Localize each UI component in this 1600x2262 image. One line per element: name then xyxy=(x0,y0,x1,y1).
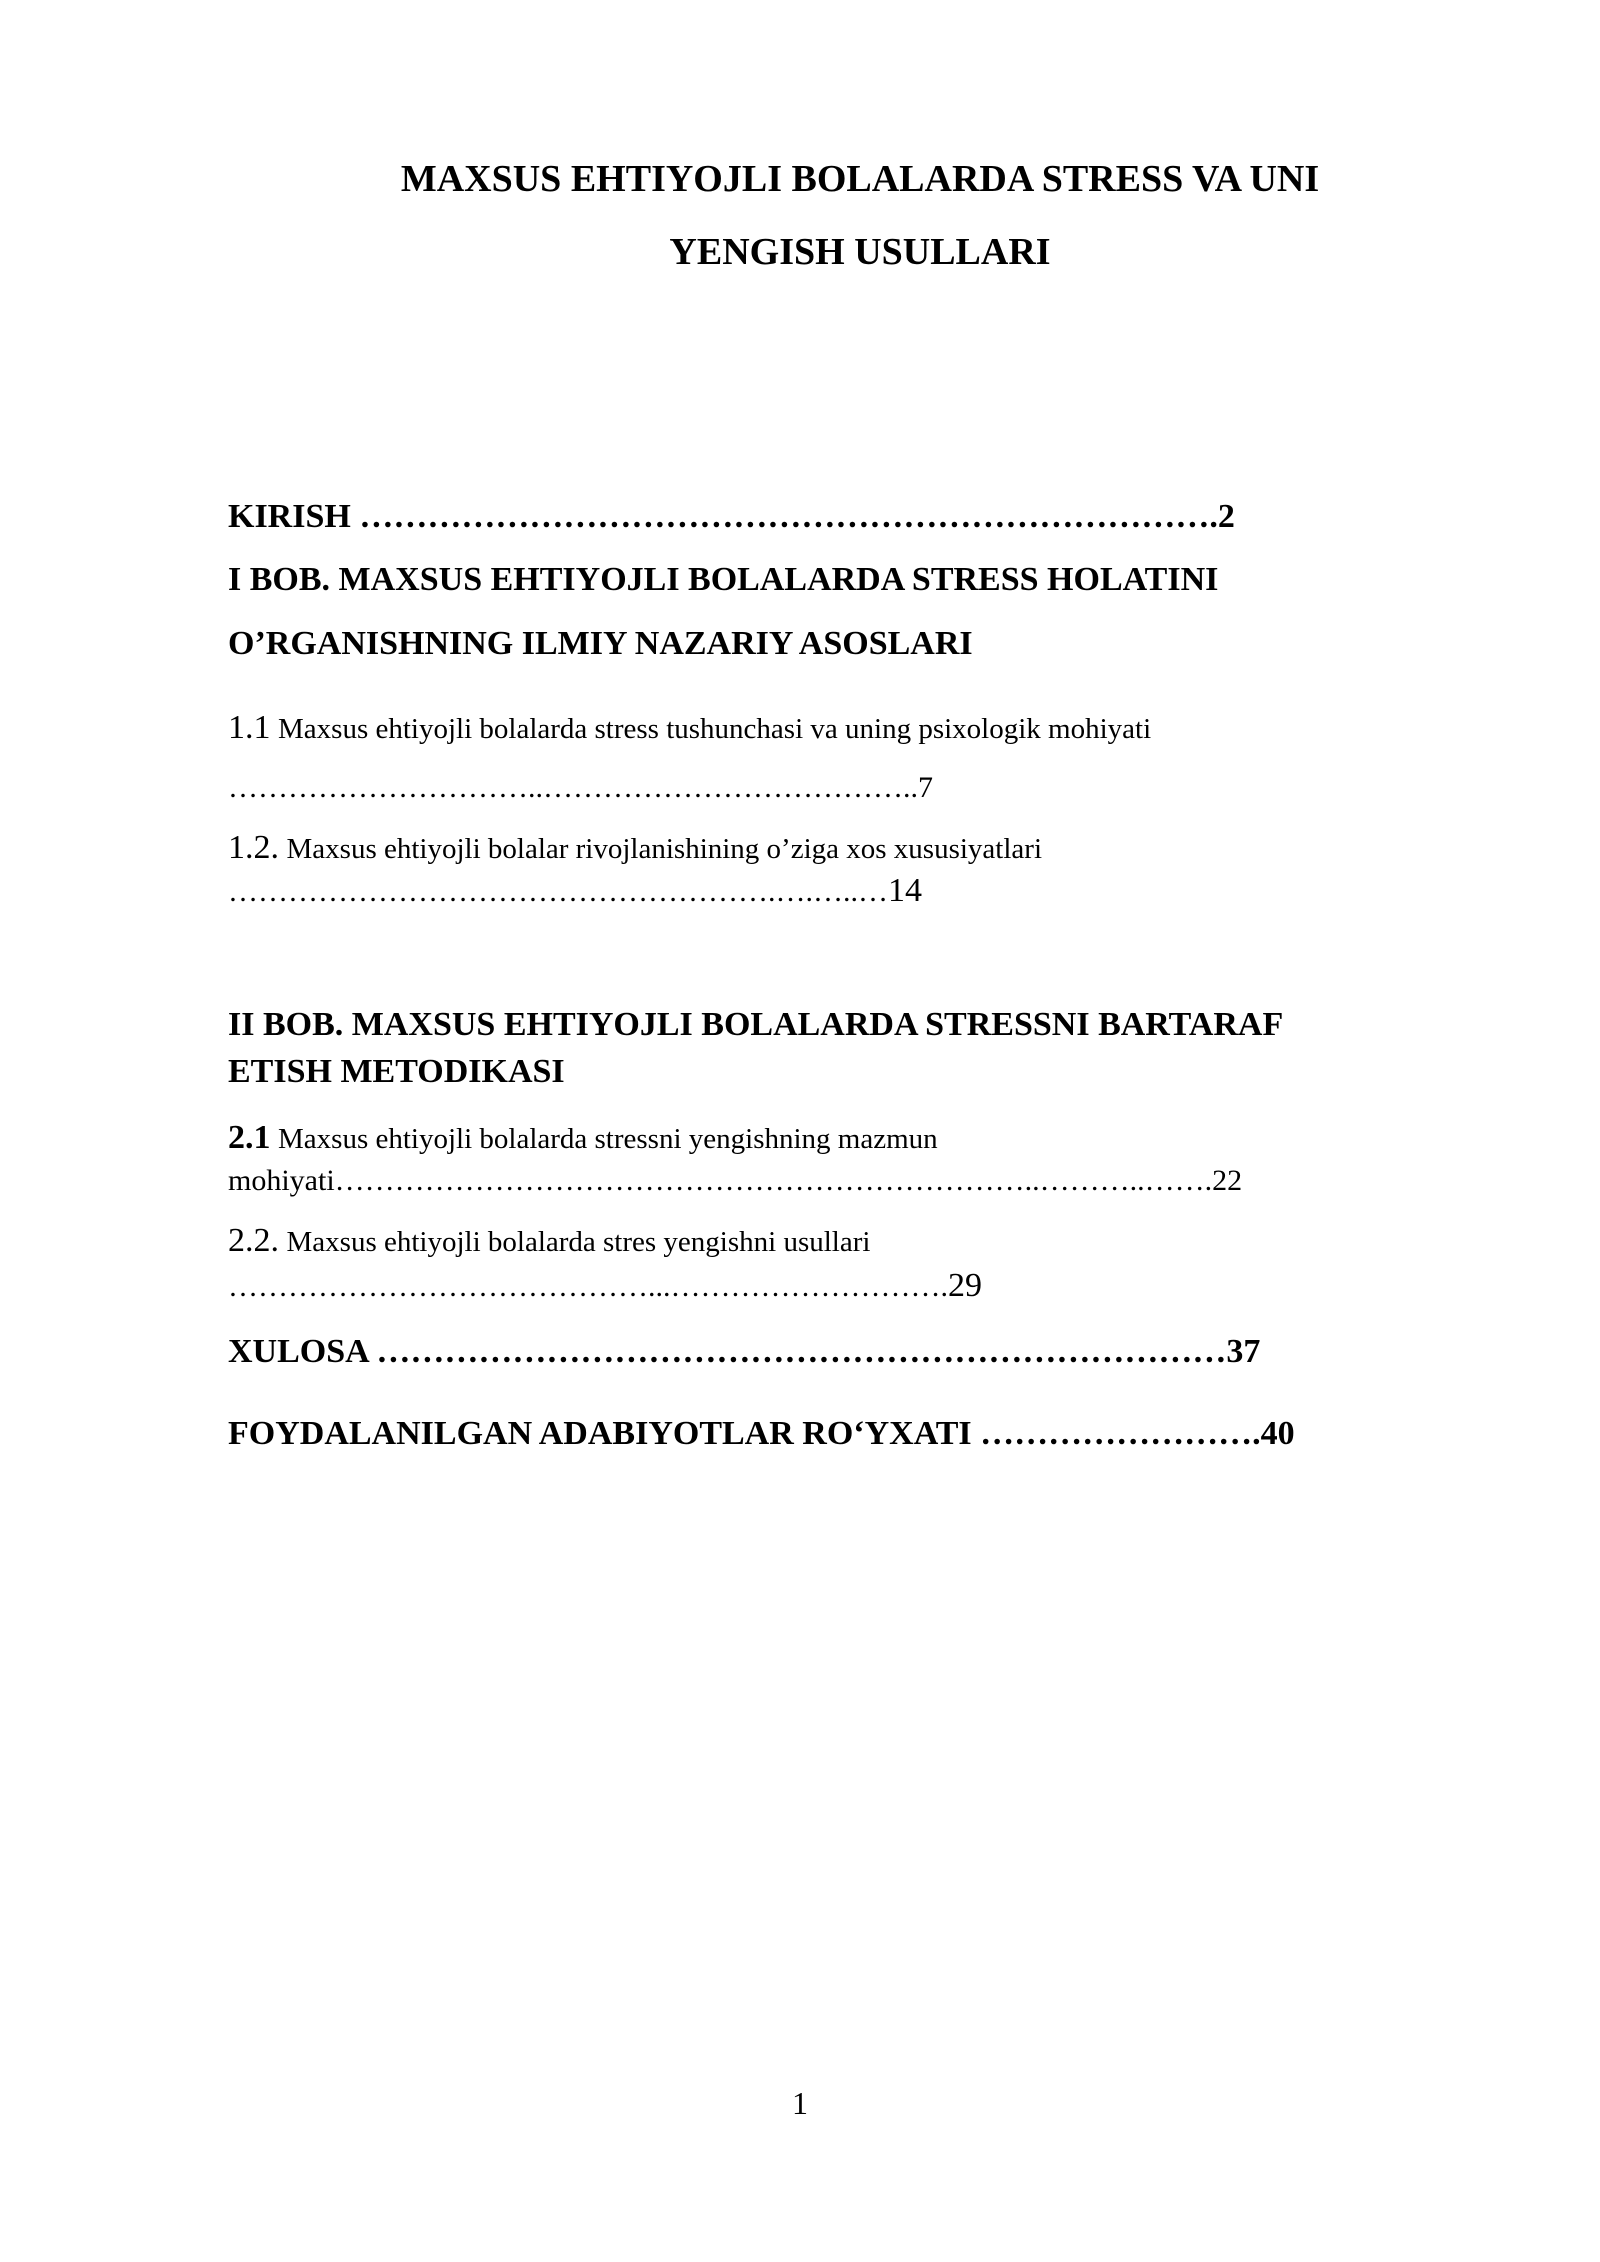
toc-section-2-1-leader: mohiyati……………………………………………………………..………..…….22 xyxy=(228,1164,1243,1197)
leader-dots: ……………………………………………….….…..… xyxy=(228,875,888,908)
section-title: Maxsus ehtiyojli bolalarda stres yengishni usullari xyxy=(286,1226,871,1258)
toc-chapter-1-line-1: I BOB. MAXSUS EHTIYOJLI BOLALARDA STRESS HOLATINI xyxy=(228,561,1219,598)
section-title: Maxsus ehtiyojli bolalarda stressni yengishning mazmun xyxy=(278,1123,938,1155)
toc-section-2-1 xyxy=(228,1120,938,1157)
page-ref: 14 xyxy=(888,872,922,909)
toc-section-1-1-leader: …………………………..………………………………..7 xyxy=(228,771,933,804)
toc-section-1-1 xyxy=(228,710,1151,747)
section-number: 2.2. xyxy=(228,1222,279,1259)
section-number: 1.1 xyxy=(228,709,271,746)
toc-intro: KIRISH ………………………………………………………………….2 xyxy=(228,498,1235,535)
toc-section-2-2-leader xyxy=(228,1268,982,1305)
section-number: 2.1 xyxy=(228,1119,271,1156)
page-number: 1 xyxy=(792,2085,808,2121)
toc-chapter-1-line-2: O’RGANISHNING ILMIY NAZARIY ASOSLARI xyxy=(228,625,973,662)
toc-section-1-2 xyxy=(228,830,1042,867)
leader-dots: ……………………………………...………………………. xyxy=(228,1270,948,1303)
page-ref: 29 xyxy=(948,1267,982,1304)
section-title: Maxsus ehtiyojli bolalar rivojlanishining o’ziga xos xususiyatlari xyxy=(286,833,1043,865)
toc-chapter-2-line-2: ETISH METODIKASI xyxy=(228,1053,565,1090)
toc-chapter-2-line-1: II BOB. MAXSUS EHTIYOJLI BOLALARDA STRESSNI BARTARAF xyxy=(228,1006,1284,1043)
toc-conclusion: XULOSA …………………………………………………………………37 xyxy=(228,1333,1261,1370)
toc-references: FOYDALANILGAN ADABIYOTLAR RO‘YXATI …………………….40 xyxy=(228,1415,1295,1452)
section-title: Maxsus ehtiyojli bolalarda stress tushunchasi va uning psixologik mohiyati xyxy=(278,713,1152,745)
toc-section-2-2 xyxy=(228,1223,870,1260)
document-title-line-1: MAXSUS EHTIYOJLI BOLALARDA STRESS VA UNI xyxy=(400,158,1320,200)
section-number: 1.2. xyxy=(228,829,279,866)
document-title-line-2: YENGISH USULLARI xyxy=(669,231,1051,273)
toc-section-1-2-leader xyxy=(228,873,922,910)
